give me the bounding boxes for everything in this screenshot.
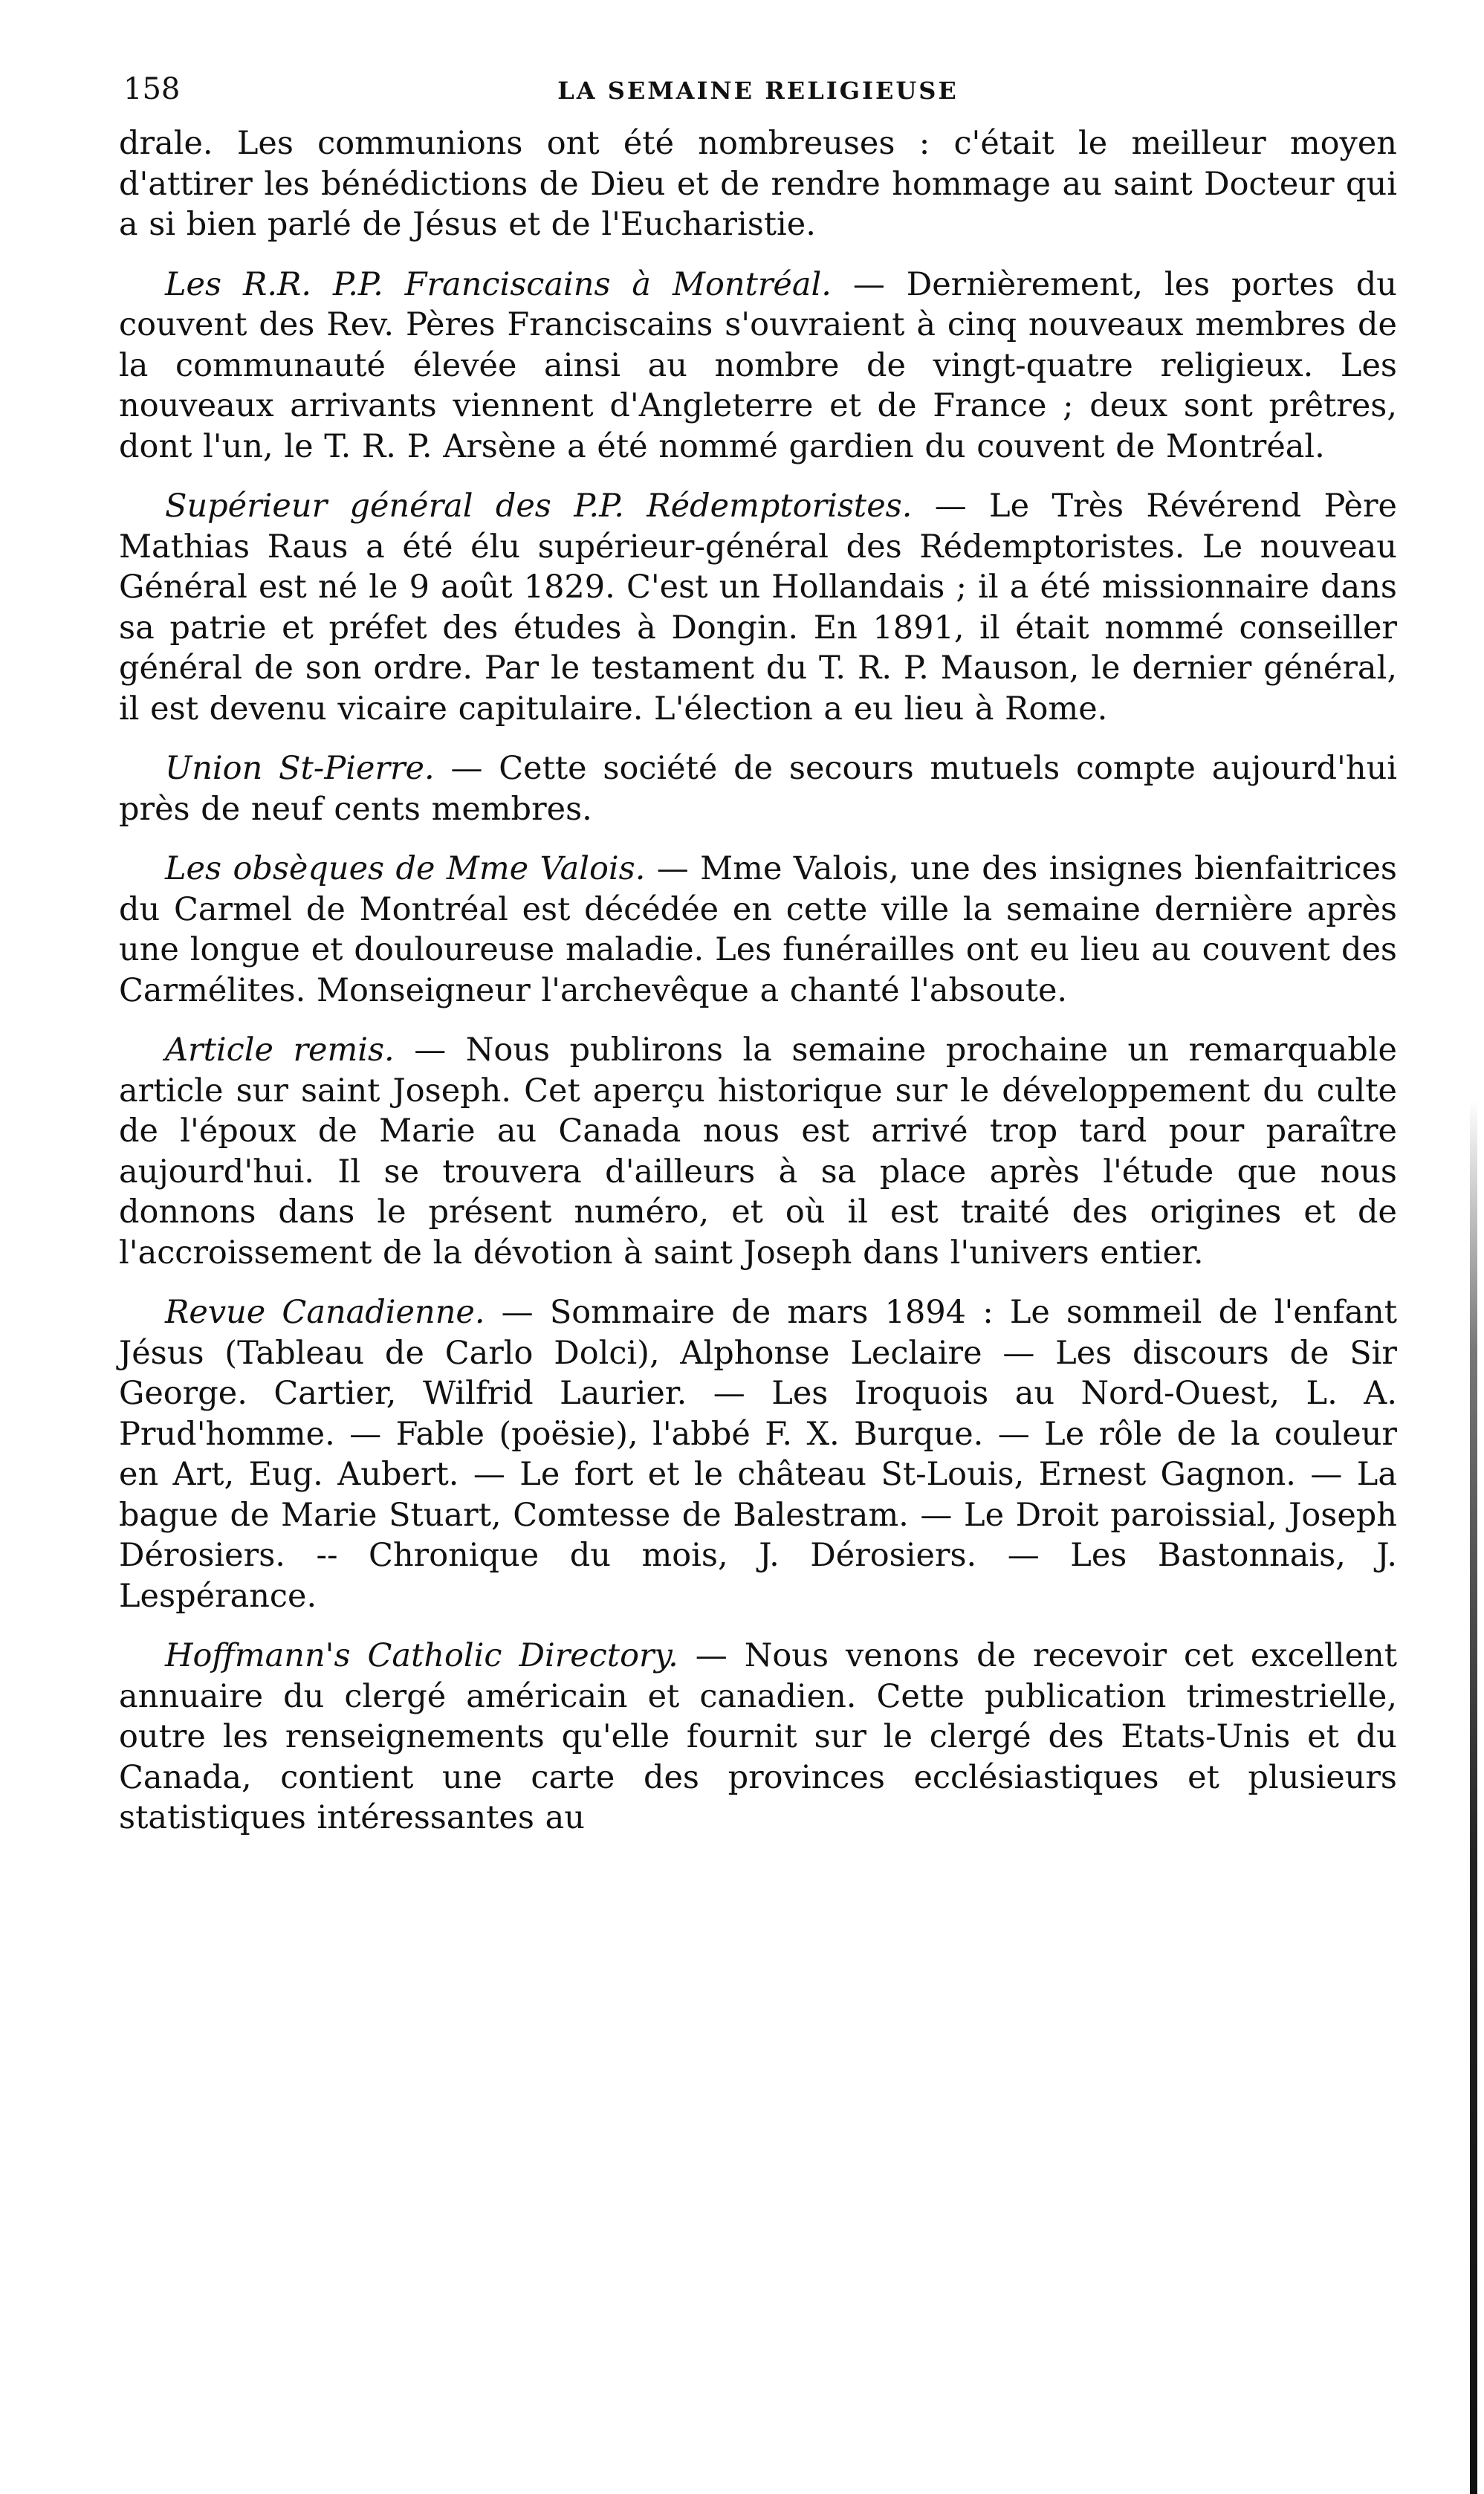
paragraph-heading: Hoffmann's Catholic Directory. — [165, 1637, 678, 1674]
running-title: LA SEMAINE RELIGIEUSE — [557, 77, 959, 105]
paragraph-heading: Article remis. — [165, 1031, 395, 1069]
paragraph-heading: Les R.R. P.P. Franciscains à Montréal. — [165, 265, 832, 303]
scan-edge-shadow — [1470, 1100, 1477, 2494]
page-number: 158 — [123, 72, 181, 106]
paragraph-text: — Nous publirons la semaine prochaine un remarquable article sur saint Joseph. Cet aperçu historique sur le développement du culte de l'époux de Marie au Canada nous est arrivé trop tard pour paraître aujourd'hui. Il se trouvera d'ailleurs à sa place après l'étude que nous donnons dans le présent numéro, et où il est traité des origines et de l'accroissement de la dévotion à saint Joseph dans l'univers entier. — [119, 1031, 1398, 1272]
paragraph-union-st-pierre — [119, 748, 1397, 829]
paragraph-text: — Dernièrement, les portes du couvent des Rev. Pères Franciscains s'ouvraient à cinq nouveaux membres de la communauté élevée ainsi au nombre de vingt-quatre religieux. Les nouveaux arrivants viennent d'Angleterre et de France ; deux sont prêtres, dont l'un, le T. R. P. Arsène a été nommé gardien du couvent de Montréal. — [119, 265, 1397, 465]
document-page — [119, 67, 1397, 1858]
paragraph-franciscains — [119, 265, 1397, 467]
paragraph-revue-canadienne — [119, 1292, 1397, 1616]
paragraph-heading: Les obsèques de Mme Valois. — [165, 850, 646, 887]
paragraph-catholic-directory — [119, 1636, 1397, 1839]
paragraph-article-remis — [119, 1030, 1397, 1273]
paragraph-heading: Union St-Pierre. — [165, 750, 435, 787]
paragraph-text: — Le Très Révérend Père Mathias Raus a été élu supérieur-général des Rédemptoristes. Le nouveau Général est né le 9 août 1829. C'est un Hollandais ; il a été missionnaire dans sa patrie et préfet des études à Dongin. En 1891, il était nommé conseiller général de son ordre. Par le testament du T. R. P. Mauson, le dernier général, il est devenu vicaire capitulaire. L'élection a eu lieu à Rome. — [119, 488, 1397, 728]
paragraph-heading: Supérieur général des P.P. Rédemptoristes. — [165, 488, 913, 525]
page-header — [119, 67, 1397, 119]
paragraph-text: — Mme Valois, une des insignes bienfaitrices du Carmel de Montréal est décédée en cette ville la semaine dernière après une longue et douloureuse maladie. Les funérailles ont eu lieu au couvent des Carmélites. Monseigneur l'archevêque a chanté l'absoute. — [119, 850, 1397, 1009]
paragraph-redemptoristes — [119, 486, 1397, 729]
article-body — [119, 123, 1397, 1839]
paragraph-continuation — [119, 123, 1397, 245]
paragraph-obseques — [119, 849, 1397, 1011]
paragraph-heading: Revue Canadienne. — [165, 1294, 485, 1331]
paragraph-text: — Cette société de secours mutuels compte aujourd'hui près de neuf cents membres. — [119, 750, 1398, 828]
paragraph-text: drale. Les communions ont été nombreuses : c'était le meilleur moyen d'attirer les bénédictions de Dieu et de rendre hommage au saint Docteur qui a si bien parlé de Jésus et de l'Eucharistie. — [119, 125, 1397, 243]
paragraph-text: — Nous venons de recevoir cet excellent annuaire du clergé américain et canadien. Cette publication trimestrielle, outre les renseignements qu'elle fournit sur le clergé des Etats-Unis et du Canada, contient une carte des provinces ecclésiastiques et plusieurs statistiques intéressantes au — [119, 1637, 1397, 1836]
paragraph-text: — Sommaire de mars 1894 : Le sommeil de l'enfant Jésus (Tableau de Carlo Dolci), Alphonse Leclaire — Les discours de Sir George. Cartier, Wilfrid Laurier. — Les Iroquois au Nord-Ouest, L. A. Prud'homme. — Fable (poësie), l'abbé F. X. Burque. — Le rôle de la couleur en Art, Eug. Aubert. — Le fort et le château St-Louis, Ernest Gagnon. — La bague de Marie Stuart, Comtesse de Balestram. — Le Droit paroissial, Joseph Dérosiers. -- Chronique du mois, J. Dérosiers. — Les Bastonnais, J. Lespérance. — [119, 1294, 1397, 1615]
